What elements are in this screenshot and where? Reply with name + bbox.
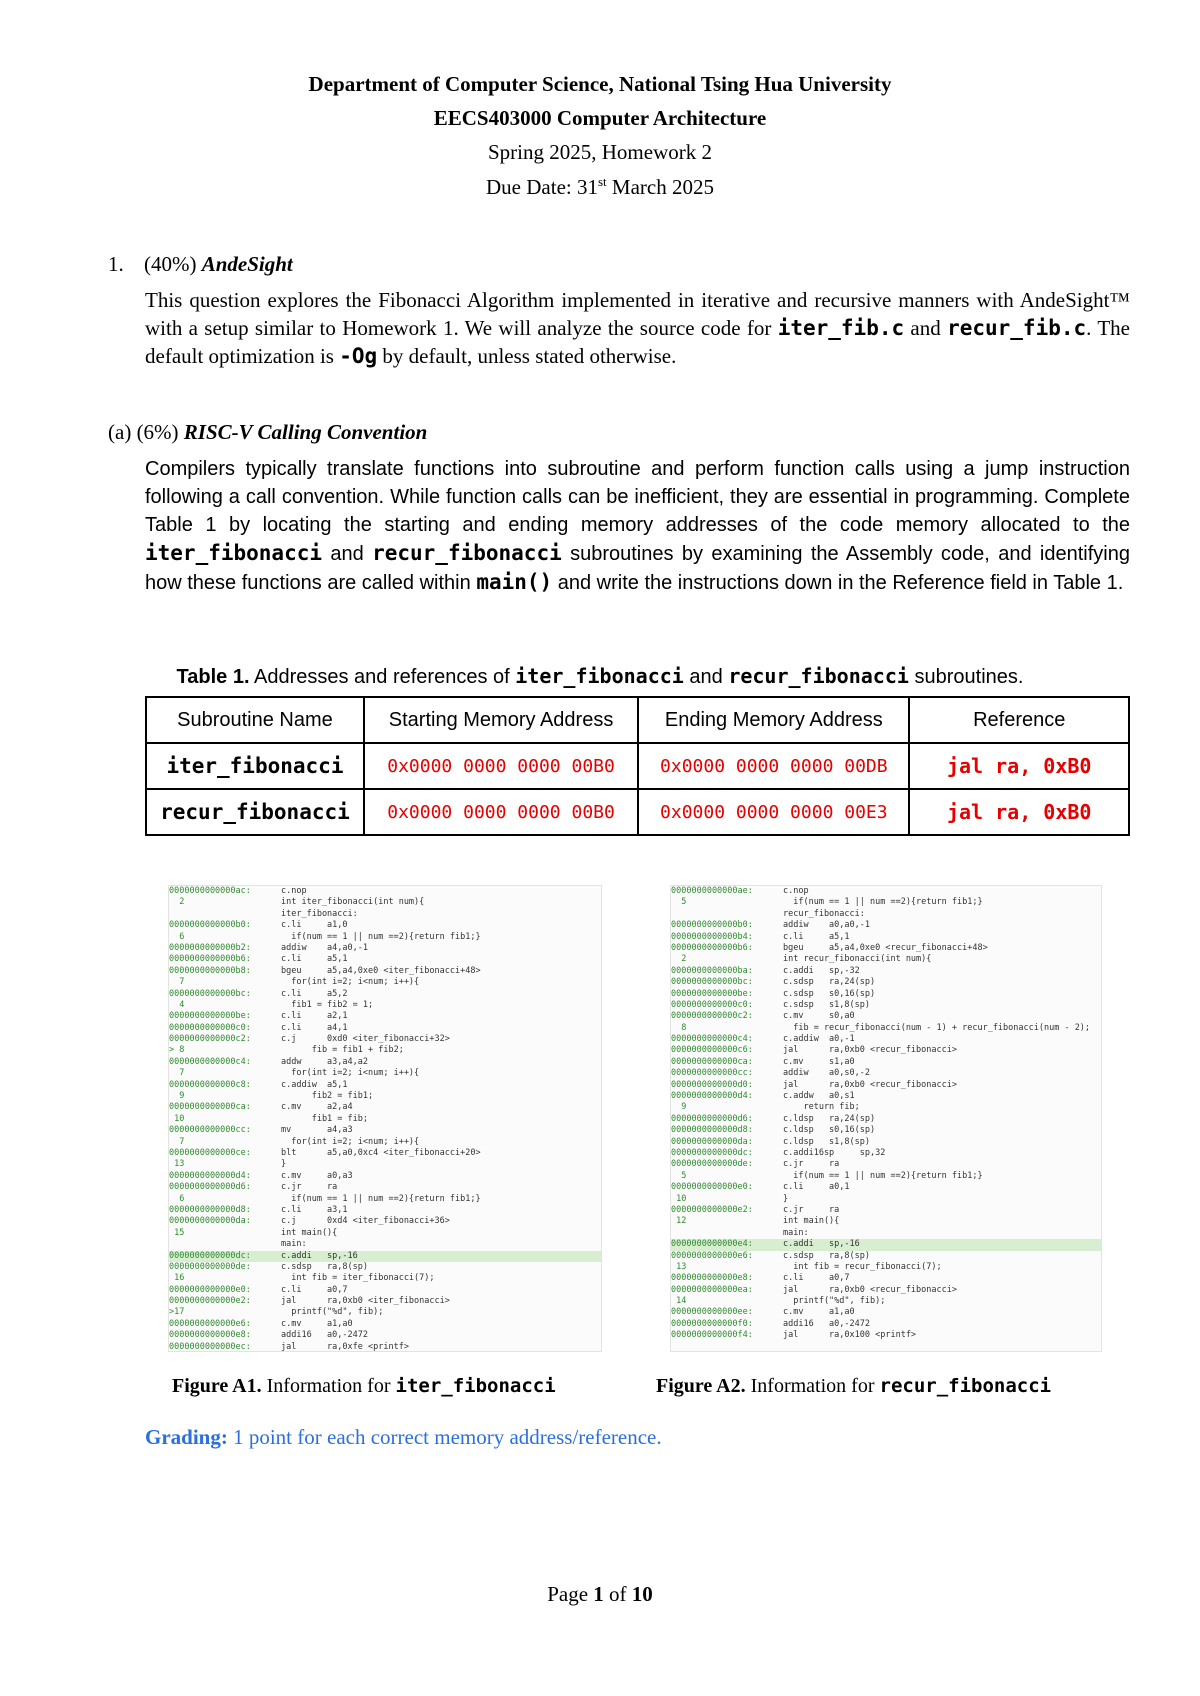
code-address: 0000000000000c6: — [671, 1045, 753, 1056]
code-address: 0000000000000de: — [671, 1159, 753, 1170]
code-instruction: for(int i=2; i<num; i++){ — [281, 977, 420, 988]
code-instruction: c.mv s1,a0 — [783, 1056, 855, 1067]
start-address: 0x0000 0000 0000 00B0 — [364, 789, 638, 835]
code-instruction: c.jr ra — [783, 1159, 840, 1170]
code-instruction: c.j 0xd4 <iter_fibonacci+36> — [281, 1216, 450, 1227]
code-instruction: fib = recur_fibonacci(num - 1) + recur_fibonacci(num - 2); — [783, 1022, 1091, 1033]
code-line — [671, 989, 1101, 1000]
code-address: 0000000000000dc: — [169, 1250, 251, 1261]
code-instruction: addiw a0,s0,-2 — [783, 1068, 870, 1079]
code-line — [169, 1137, 601, 1148]
code-line — [671, 1114, 1101, 1125]
code-line — [671, 1000, 1101, 1011]
code-line — [671, 1330, 1101, 1341]
code-line — [169, 1182, 601, 1193]
code-line — [169, 909, 601, 920]
code-instruction: addw a3,a4,a2 — [281, 1056, 368, 1067]
code-instruction: c.addw a0,s1 — [783, 1091, 855, 1102]
code-line — [169, 1171, 601, 1182]
code-line — [671, 1194, 1101, 1205]
reference: jal ra, 0xB0 — [909, 743, 1129, 789]
code-instruction: c.nop — [783, 886, 809, 896]
code-instruction: iter_fibonacci: — [281, 908, 358, 919]
code-instruction: jal ra,0xb0 <recur_fibonacci> — [783, 1284, 957, 1295]
code-address: 0000000000000be: — [169, 1011, 251, 1022]
code-address: 7 — [169, 1068, 185, 1079]
table-1-caption: Table 1. Addresses and references of iter_fibonacci and recur_fibonacci subroutines. — [176, 664, 1024, 688]
code-instruction: c.li a0,7 — [783, 1273, 850, 1284]
code-line — [671, 1137, 1101, 1148]
code-address: 2 — [169, 897, 185, 908]
code-address: 15 — [169, 1227, 185, 1238]
table-header: Starting Memory Address — [364, 697, 638, 743]
page-number: 1 — [593, 1582, 604, 1606]
code-instruction: c.li a5,2 — [281, 988, 348, 999]
code-address: 0000000000000ba: — [671, 965, 753, 976]
code-address: 0000000000000e6: — [169, 1318, 251, 1329]
code-instruction: c.ldsp ra,24(sp) — [783, 1113, 876, 1124]
code-line — [671, 1296, 1101, 1307]
question-title: AndeSight — [201, 252, 293, 276]
code-address: 2 — [671, 954, 687, 965]
code-address: 0000000000000cc: — [671, 1068, 753, 1079]
part-label: (a) — [108, 420, 132, 444]
code-instruction: c.sdsp s1,8(sp) — [783, 999, 870, 1010]
code-line — [169, 1148, 601, 1159]
code-instruction: fib2 = fib1; — [281, 1091, 374, 1102]
code-line — [169, 897, 601, 908]
code-line — [169, 1045, 601, 1056]
code-address: 13 — [671, 1261, 687, 1272]
code-address: 0000000000000c8: — [169, 1079, 251, 1090]
figure-a2-caption: Figure A2. Information for recur_fibonacci — [656, 1375, 1052, 1397]
code-instruction: c.li a0,1 — [783, 1182, 850, 1193]
code-instruction: c.addi sp,-16 — [783, 1239, 860, 1250]
code-address: 0000000000000cc: — [169, 1125, 251, 1136]
code-instruction: jal ra,0xb0 <iter_fibonacci> — [281, 1296, 450, 1307]
code-iter-fibonacci: iter_fibonacci — [145, 541, 323, 565]
code-line — [169, 1216, 601, 1227]
code-instruction: int main(){ — [281, 1227, 338, 1238]
code-address: 0000000000000ee: — [671, 1307, 753, 1318]
code-instruction: if(num == 1 || num ==2){return fib1;} — [783, 897, 983, 908]
code-instruction: jal ra,0xb0 <recur_fibonacci> — [783, 1079, 957, 1090]
code-instruction: c.ldsp s1,8(sp) — [783, 1136, 870, 1147]
code-instruction: c.li a4,1 — [281, 1022, 348, 1033]
code-line — [169, 1330, 601, 1341]
code-address: 0000000000000d0: — [671, 1079, 753, 1090]
table-header: Subroutine Name — [146, 697, 364, 743]
code-line — [169, 1251, 601, 1262]
code-line — [169, 1057, 601, 1068]
code-instruction: } — [281, 1159, 287, 1170]
code-address: 0000000000000b6: — [169, 954, 251, 965]
code-line — [169, 1159, 601, 1170]
code-instruction: blt a5,a0,0xc4 <iter_fibonacci+20> — [281, 1147, 481, 1158]
code-instruction: int main(){ — [783, 1216, 840, 1227]
code-instruction: for(int i=2; i<num; i++){ — [281, 1136, 420, 1147]
question-percent: (40%) — [144, 252, 197, 276]
code-address: 0000000000000e6: — [671, 1250, 753, 1261]
code-address: 10 — [169, 1113, 185, 1124]
code-address: > 8 — [169, 1045, 185, 1056]
grading-label: Grading: — [145, 1425, 228, 1449]
code-line — [169, 954, 601, 965]
code-instruction: c.mv a1,a0 — [281, 1318, 353, 1329]
code-line — [671, 1011, 1101, 1022]
code-line — [671, 1034, 1101, 1045]
code-line — [671, 886, 1101, 897]
code-line — [671, 932, 1101, 943]
figure-a2-screenshot — [670, 885, 1102, 1352]
grading-text: 1 point for each correct memory address/reference. — [227, 1425, 662, 1449]
code-instruction: c.sdsp ra,24(sp) — [783, 977, 876, 988]
code-instruction: addiw a0,a0,-1 — [783, 920, 870, 931]
code-instruction: fib1 = fib; — [281, 1113, 368, 1124]
code-instruction: c.nop — [281, 886, 307, 896]
end-address: 0x0000 0000 0000 00DB — [638, 743, 909, 789]
code-address: 0000000000000ae: — [671, 886, 753, 896]
question-1-intro: This question explores the Fibonacci Algorithm implemented in iterative and recursive manners with AndeSight™ with a setup similar to Homework 1. We will analyze the source code for iter_fib.c and recur_fib.c. The default optimization is -Og by default, unless stated otherwise. — [145, 288, 1130, 368]
part-percent: (6%) — [136, 420, 179, 444]
code-line — [169, 1125, 601, 1136]
code-instruction: return fib; — [783, 1102, 860, 1113]
code-address: 0000000000000ea: — [671, 1284, 753, 1295]
table-row — [146, 743, 1129, 789]
code-instruction: int iter_fibonacci(int num){ — [281, 897, 425, 908]
code-instruction: printf("%d", fib); — [281, 1307, 384, 1318]
due-date-sup: st — [597, 174, 607, 189]
code-line — [169, 1000, 601, 1011]
code-instruction: addi16 a0,-2472 — [281, 1330, 368, 1341]
code-line — [671, 920, 1101, 931]
code-instruction: c.jr ra — [783, 1204, 840, 1215]
code-instruction: c.mv s0,a0 — [783, 1011, 855, 1022]
code-address: 0000000000000c4: — [671, 1034, 753, 1045]
course-title: EECS403000 Computer Architecture — [433, 106, 767, 130]
code-instruction: fib1 = fib2 = 1; — [281, 999, 374, 1010]
grading-note — [145, 1425, 662, 1450]
code-line — [671, 1251, 1101, 1262]
code-address: 0000000000000ca: — [671, 1056, 753, 1067]
code-instruction: c.li a5,1 — [281, 954, 348, 965]
code-line — [671, 1319, 1101, 1330]
code-line — [169, 1307, 601, 1318]
code-line — [671, 1285, 1101, 1296]
code-address: 0000000000000e8: — [671, 1273, 753, 1284]
code-line — [169, 1011, 601, 1022]
code-address: 5 — [671, 897, 687, 908]
code-line — [671, 1159, 1101, 1170]
code-address: 0000000000000ac: — [169, 886, 251, 896]
code-line — [169, 1080, 601, 1091]
code-line — [169, 1114, 601, 1125]
code-line — [169, 1228, 601, 1239]
code-line — [169, 1205, 601, 1216]
code-address: 0000000000000be: — [671, 988, 753, 999]
start-address: 0x0000 0000 0000 00B0 — [364, 743, 638, 789]
code-address: 7 — [169, 1136, 185, 1147]
code-address: 0000000000000de: — [169, 1261, 251, 1272]
code-address: 0000000000000c2: — [169, 1034, 251, 1045]
code-line — [671, 1125, 1101, 1136]
code-instruction: int recur_fibonacci(int num){ — [783, 954, 932, 965]
code-instruction: c.sdsp s0,16(sp) — [783, 988, 876, 999]
code-address: 7 — [169, 977, 185, 988]
figure-a1-caption: Figure A1. Information for iter_fibonacci — [172, 1375, 556, 1397]
code-instruction: jal ra,0xb0 <recur_fibonacci> — [783, 1045, 957, 1056]
code-line — [671, 897, 1101, 908]
code-instruction: jal ra,0xfe <printf> — [281, 1341, 409, 1352]
part-a-body: Compilers typically translate functions into subroutine and perform function calls using a jump instruction following a call convention. While function calls can be inefficient, they are essential in programming. Complete Table 1 by locating the starting and ending memory addresses of the code memory allocated to the iter_fibonacci and recur_fibonacci subroutines by examining the Assembly code, and identifying how these functions are called within main() and write the instructions down in the Reference field in Table 1. — [145, 458, 1130, 594]
code-line — [671, 954, 1101, 965]
code-line — [671, 1307, 1101, 1318]
code-instruction: c.mv a0,a3 — [281, 1170, 353, 1181]
reference: jal ra, 0xB0 — [909, 789, 1129, 835]
code-line — [671, 1148, 1101, 1159]
code-line — [671, 1045, 1101, 1056]
code-iter-fib: iter_fib.c — [777, 316, 905, 340]
question-number: 1. — [108, 252, 124, 276]
code-address: 0000000000000ce: — [169, 1147, 251, 1158]
code-line — [671, 1057, 1101, 1068]
code-line — [169, 1023, 601, 1034]
code-address: 0000000000000d6: — [671, 1113, 753, 1124]
page-footer: Page 1 of 10 — [547, 1582, 653, 1606]
code-address: 0000000000000b8: — [169, 965, 251, 976]
code-address: 0000000000000b6: — [671, 942, 753, 953]
code-instruction: addiw a4,a0,-1 — [281, 942, 368, 953]
code-line — [671, 1080, 1101, 1091]
code-line — [169, 977, 601, 988]
code-optimization: -Og — [339, 344, 378, 368]
figure-a1-screenshot — [168, 885, 602, 1352]
question-1-heading — [108, 252, 293, 277]
subroutine-name: iter_fibonacci — [146, 743, 364, 789]
code-recur-fib: recur_fib.c — [947, 316, 1087, 340]
code-address: 0000000000000d6: — [169, 1182, 251, 1193]
code-address: 0000000000000c2: — [671, 1011, 753, 1022]
code-instruction: for(int i=2; i<num; i++){ — [281, 1068, 420, 1079]
code-address: 0000000000000d8: — [671, 1125, 753, 1136]
code-instruction: int fib = iter_fibonacci(7); — [281, 1273, 435, 1284]
code-line — [671, 1068, 1101, 1079]
code-address: 0000000000000c4: — [169, 1056, 251, 1067]
semester-homework: Spring 2025, Homework 2 — [488, 140, 712, 164]
code-instruction: c.addiw a5,1 — [281, 1079, 348, 1090]
code-line — [169, 932, 601, 943]
code-line — [169, 1091, 601, 1102]
code-address: 0000000000000b0: — [169, 920, 251, 931]
code-address: 0000000000000c0: — [169, 1022, 251, 1033]
code-line — [671, 1182, 1101, 1193]
code-instruction: c.sdsp ra,8(sp) — [281, 1261, 368, 1272]
code-line — [169, 943, 601, 954]
code-address: 0000000000000b4: — [671, 931, 753, 942]
code-main: main() — [476, 570, 553, 594]
subroutine-name: recur_fibonacci — [146, 789, 364, 835]
code-instruction: c.li a5,1 — [783, 931, 850, 942]
code-line — [671, 1091, 1101, 1102]
code-line — [169, 1296, 601, 1307]
code-line — [169, 1102, 601, 1113]
due-date-prefix: Due Date: 31 — [486, 175, 598, 199]
code-instruction: c.li a2,1 — [281, 1011, 348, 1022]
code-address: 6 — [169, 1193, 185, 1204]
code-instruction: main: — [281, 1239, 307, 1250]
code-line — [169, 1262, 601, 1273]
code-address: 0000000000000dc: — [671, 1147, 753, 1158]
code-instruction: fib = fib1 + fib2; — [281, 1045, 404, 1056]
table-header: Ending Memory Address — [638, 697, 909, 743]
code-line — [169, 1034, 601, 1045]
code-address: 9 — [671, 1102, 687, 1113]
code-line — [671, 1228, 1101, 1239]
code-address: 12 — [671, 1216, 687, 1227]
code-line — [671, 1262, 1101, 1273]
code-line — [169, 1273, 601, 1284]
code-instruction: c.mv a2,a4 — [281, 1102, 353, 1113]
code-address: 0000000000000da: — [671, 1136, 753, 1147]
code-address: 6 — [169, 931, 185, 942]
code-address: 0000000000000ca: — [169, 1102, 251, 1113]
code-line — [671, 1273, 1101, 1284]
code-line — [671, 977, 1101, 988]
code-instruction: c.mv a1,a0 — [783, 1307, 855, 1318]
code-address: 0000000000000b0: — [671, 920, 753, 931]
code-address: >17 — [169, 1307, 185, 1318]
code-line — [671, 1171, 1101, 1182]
code-line — [169, 920, 601, 931]
code-instruction: c.addi sp,-16 — [281, 1250, 358, 1261]
table-header-row — [146, 697, 1129, 743]
code-address: 9 — [169, 1091, 185, 1102]
code-instruction: c.sdsp ra,8(sp) — [783, 1250, 870, 1261]
code-instruction: c.ldsp s0,16(sp) — [783, 1125, 876, 1136]
code-instruction: } — [783, 1193, 789, 1204]
code-address: 5 — [671, 1170, 687, 1181]
code-instruction: if(num == 1 || num ==2){return fib1;} — [281, 1193, 481, 1204]
code-line — [671, 1205, 1101, 1216]
code-address: 0000000000000ec: — [169, 1341, 251, 1352]
code-line — [169, 1239, 601, 1250]
code-instruction: printf("%d", fib); — [783, 1296, 886, 1307]
code-instruction: c.addi sp,-32 — [783, 965, 860, 976]
code-line — [169, 989, 601, 1000]
code-address: 4 — [169, 999, 185, 1010]
code-instruction: bgeu a5,a4,0xe0 <iter_fibonacci+48> — [281, 965, 481, 976]
code-address: 0000000000000e2: — [169, 1296, 251, 1307]
code-instruction: c.addiw a0,-1 — [783, 1034, 855, 1045]
code-instruction: if(num == 1 || num ==2){return fib1;} — [783, 1170, 983, 1181]
code-address: 0000000000000e0: — [169, 1284, 251, 1295]
code-address: 0000000000000e8: — [169, 1330, 251, 1341]
code-line — [671, 966, 1101, 977]
due-date — [0, 174, 1200, 200]
code-address: 0000000000000d8: — [169, 1204, 251, 1215]
code-address: 0000000000000b2: — [169, 942, 251, 953]
code-address: 0000000000000e4: — [671, 1239, 753, 1250]
code-address: 0000000000000f4: — [671, 1330, 753, 1341]
code-address: 0000000000000bc: — [169, 988, 251, 999]
code-line — [671, 1216, 1101, 1227]
code-address: 0000000000000da: — [169, 1216, 251, 1227]
code-line — [169, 1319, 601, 1330]
code-line — [169, 1342, 601, 1352]
code-instruction: main: — [783, 1227, 809, 1238]
page-total: 10 — [631, 1582, 653, 1606]
code-instruction: jal ra,0x100 <printf> — [783, 1330, 917, 1341]
code-instruction: c.j 0xd0 <iter_fibonacci+32> — [281, 1034, 450, 1045]
code-instruction: c.jr ra — [281, 1182, 338, 1193]
code-line — [671, 1023, 1101, 1034]
part-title: RISC-V Calling Convention — [183, 420, 428, 444]
due-date-suffix: March 2025 — [606, 175, 714, 199]
code-instruction: c.li a3,1 — [281, 1204, 348, 1215]
code-address: 0000000000000bc: — [671, 977, 753, 988]
code-line — [169, 1285, 601, 1296]
code-address: 13 — [169, 1159, 185, 1170]
code-address: 0000000000000d4: — [169, 1170, 251, 1181]
department-title: Department of Computer Science, National Tsing Hua University — [308, 72, 892, 96]
code-line — [169, 966, 601, 977]
code-line — [671, 1102, 1101, 1113]
code-address: 0000000000000c0: — [671, 999, 753, 1010]
code-line — [169, 886, 601, 897]
code-instruction: addi16 a0,-2472 — [783, 1318, 870, 1329]
code-instruction: c.li a0,7 — [281, 1284, 348, 1295]
code-address: 16 — [169, 1273, 185, 1284]
code-line — [671, 943, 1101, 954]
code-address: 0000000000000e2: — [671, 1204, 753, 1215]
table-header: Reference — [909, 697, 1129, 743]
code-instruction: bgeu a5,a4,0xe0 <recur_fibonacci+48> — [783, 942, 988, 953]
code-address: 0000000000000d4: — [671, 1091, 753, 1102]
code-instruction: recur_fibonacci: — [783, 908, 865, 919]
code-address: 0000000000000f0: — [671, 1318, 753, 1329]
table-1 — [145, 696, 1130, 836]
code-line — [169, 1068, 601, 1079]
part-a-heading — [108, 420, 427, 445]
code-instruction: int fib = recur_fibonacci(7); — [783, 1261, 942, 1272]
code-line — [671, 1239, 1101, 1250]
code-instruction: mv a4,a3 — [281, 1125, 353, 1136]
table-row — [146, 789, 1129, 835]
code-instruction: c.li a1,0 — [281, 920, 348, 931]
code-line — [671, 909, 1101, 920]
code-instruction: if(num == 1 || num ==2){return fib1;} — [281, 931, 481, 942]
code-address: 10 — [671, 1193, 687, 1204]
code-address: 8 — [671, 1022, 687, 1033]
code-address: 14 — [671, 1296, 687, 1307]
end-address: 0x0000 0000 0000 00E3 — [638, 789, 909, 835]
code-line — [169, 1194, 601, 1205]
code-address: 0000000000000e0: — [671, 1182, 753, 1193]
code-instruction: c.addi16sp sp,32 — [783, 1147, 886, 1158]
code-recur-fibonacci: recur_fibonacci — [372, 541, 562, 565]
